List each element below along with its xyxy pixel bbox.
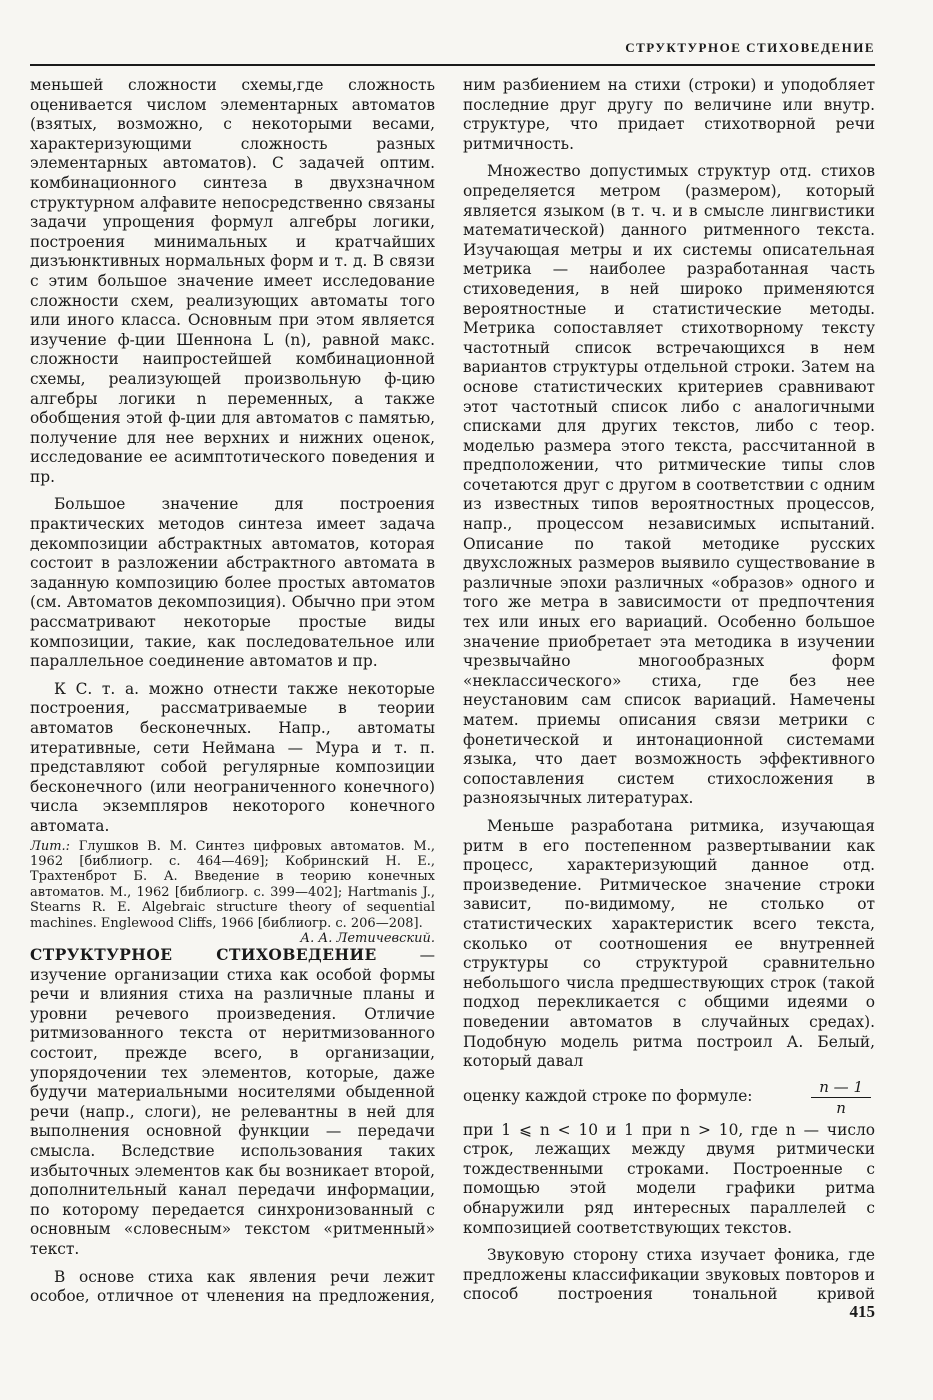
fraction-denominator: n — [836, 1098, 846, 1117]
article-intro: — изучение организации стиха как особой формы речи и влияния стиха на различные планы и уровни речевого произведения. Отличие ритмизованного текста от неритмизованного состоит, прежде всего, в организации, упорядочении тех элементов, которые, даже будучи материальными носителями обыденной речи (напр., слоги), не релевантны в ней для выполнения основной функции — передачи смысла. Вследствие использования таких избыточных элементов как бы возникает второй, дополнительный канал передачи информации, по которому передается синхронизованный с основным «словесным» текстом «ритменный» текст. — [30, 946, 435, 1258]
formula-text: оценку каждой строке по формуле: — [463, 1087, 753, 1106]
left-column — [30, 76, 435, 1306]
literature-block — [30, 839, 435, 931]
paragraph: Меньше разработана ритмика, изучающая ритм в его постепенном развертывании как процесс, характеризующий данное отд. произведение. Ритмическое значение строки зависит, по-видимому, не столько от статистических характеристик всего текста, сколько от соотношения ее внутренней структуры со структурой сравнительно небольшого числа предшествующих строк (такой подход перекликается с общими идеями о поведении автоматов в случайных средах). Подобную модель ритма построил А. Белый, который давал — [463, 816, 875, 1071]
paragraph: Большое значение для построения практических методов синтеза имеет задача декомпозиции абстрактных автоматов, которая состоит в разложении абстрактного автомата в заданную композицию более простых автоматов (см. Автоматов декомпозиция). Обычно при этом рассматривают некоторые простые виды композиции, такие, как последовательное или параллельное соединение автоматов и пр. — [30, 495, 435, 671]
paragraph: В основе стиха как явления речи лежит особое, отличное от членения на предложения, — [30, 1267, 435, 1306]
header-rule — [30, 64, 875, 66]
formula-fraction — [811, 1078, 871, 1117]
paragraph: при 1 ⩽ n < 10 и 1 при n > 10, где n — число строк, лежащих между двумя ритмически тождественными строками. Построенные с помощью этой модели графики ритма обнаружили ряд интересных параллелей с композицией соответствующих текстов. — [463, 1120, 875, 1237]
right-column — [463, 76, 875, 1306]
paragraph: ним разбиением на стихи (строки) и уподобляет последние друг другу по величине или внутр. структуре, что придает стихотворной речи ритмичность. — [463, 76, 875, 153]
paragraph: Множество допустимых структур отд. стихов определяется метром (размером), который является языком (в т. ч. и в смысле лингвистики математической) данного ритменного текста. Изучающая метры и их системы описательная метрика — наиболее разработанная часть стиховедения, в ней широко применяются вероятностные и статистические методы. Метрика сопоставляет стихотворному тексту частотный список встречающихся в нем вариантов структуры отдельной строки. Затем на основе статистических критериев сравнивают этот частотный список либо с аналогичными списками для других текстов, либо с теор. моделью размера этого текста, рассчитанной в предположении, что ритмические типы слов сочетаются друг с другом в соответствии с одним из известных типов вероятностных процессов, напр., процессом независимых испытаний. Описание по такой методике русских двухсложных размеров выявило существование в различные эпохи различных «образов» одного и того же метра в зависимости от предпочтения тех или иных его вариаций. Особенно большое значение приобретает эта методика в изучении чрезвычайно многообразных форм «неклассического» стиха, где без нее неустановим сам список вариаций. Намечены матем. приемы описания связи метрики с фонетической и интонационной системами языка, что дает возможность эффективного сопоставления систем стихосложения в разноязычных литературах. — [463, 162, 875, 808]
paragraph: Звуковую сторону стиха изучает фоника, где предложены классификации звуковых повторов и способ построения тональной кривой — [463, 1246, 875, 1304]
article-term: СТРУКТУРНОЕ СТИХОВЕДЕНИЕ — [30, 946, 377, 964]
paragraph: К С. т. а. можно отнести также некоторые построения, рассматриваемые в теории автоматов бесконечных. Напр., автоматы итеративные, сети Неймана — Мура и т. п. представляют собой регулярные композиции бесконечного (или неограниченного конечного) числа экземпляров некоторого конечного автомата. — [30, 679, 435, 835]
formula-line — [463, 1078, 875, 1117]
article-start — [30, 946, 435, 1260]
literature-label: Лит.: — [30, 838, 71, 854]
article-author: А. А. Летичевский. — [300, 931, 435, 946]
paragraph: меньшей сложности схемы,где сложность оценивается числом элементарных автоматов (взятых, возможно, с некоторыми весами, характеризующими сложность разных элементарных автоматов). С задачей оптим. комбинационного синтеза в двухзначном структурном алфавите непосредственно связаны задачи упрощения формул алгебры логики, построения минимальных и кратчайших дизъюнктивных нормальных форм и т. д. В связи с этим большое значение имеет исследование сложности схем, реализующих автоматы того или иного класса. Основным при этом является изучение ф-ции Шеннона L (n), равной макс. сложности наипростейшей комбинационной схемы, реализующей произвольную ф-цию алгебры логики n переменных, а также обобщения этой ф-ции для автоматов с памятью, получение для нее верхних и нижних оценок, исследование ее асимптотического поведения и пр. — [30, 76, 435, 486]
fraction-numerator: n — 1 — [811, 1078, 871, 1098]
literature-text: Глушков В. М. Синтез цифровых автоматов. М., 1962 [библиогр. с. 464—469]; Кобринский Н. Е., Трахтенброт Б. А. Введение в теорию конечных автоматов. М., 1962 [библиогр. с. 399—402]; Hartmanis J., Stearns R. E. Algebraic structure theory of sequential machines. Englewood Cliffs, 1966 [библиогр. с. 206—208]. — [30, 838, 435, 931]
page-number: 415 — [849, 1302, 875, 1321]
running-title: СТРУКТУРНОЕ СТИХОВЕДЕНИЕ — [625, 40, 875, 55]
